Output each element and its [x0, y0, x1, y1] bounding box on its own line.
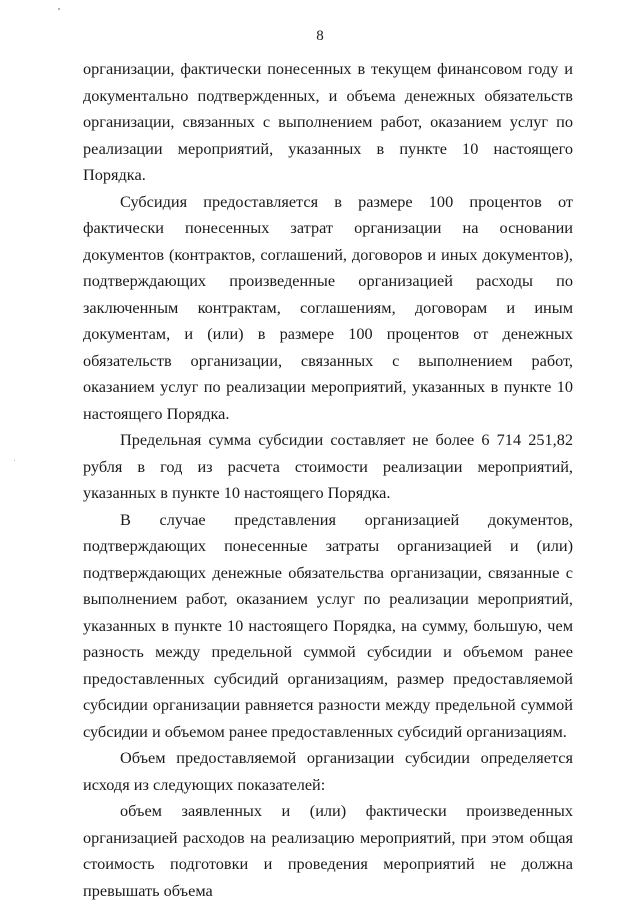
paragraph-excess-case: В случае представления организацией документов, подтверждающих понесенные затраты организацией и (или) подтверждающих денежные обязательства организации, связанные с выполнением работ, оказанием услуг по реализации мероприятий, указанных в пункте 10 настоящего Порядка, на сумму, большую, чем разность между предельной суммой субсидии и объемом ранее предоставленных субсидий организациям, размер предоставляемой субсидии организации равняется разности между предельной суммой субсидии и объемом ранее предоставленных субсидий организациям.: [83, 509, 573, 741]
paragraph-indicator-expenses: объем заявленных и (или) фактически произведенных организацией расходов на реализацию мероприятий, при этом общая стоимость подготовки и проведения мероприятий не должна превышать объема: [83, 801, 573, 900]
paragraph-subsidy-limit: Предельная сумма субсидии составляет не более 6 714 251,82 рубля в год из расчета стоимости реализации мероприятий, указанных в пункте 10 настоящего Порядка.: [83, 430, 573, 502]
paragraph-subsidy-amount: Субсидия предоставляется в размере 100 процентов от фактически понесенных затрат организации на основании документов (контрактов, соглашений, договоров и иных документов), подтверждающих произведенные организацией расходы по заключенным контрактам, соглашениям, договорам и иным документам, и (или) в размере 100 процентов от денежных обязательств организации, связанных с выполнением работ, оказанием услуг по реализации мероприятий, указанных в пункте 10 настоящего Порядка.: [83, 191, 573, 423]
paragraph-continuation: организации, фактически понесенных в текущем финансовом году и документально подтвержденных, и объема денежных обязательств организации, связанных с выполнением работ, оказанием услуг по реализации мероприятий, указанных в пункте 10 настоящего Порядка.: [83, 59, 573, 184]
scan-speck: [14, 460, 15, 461]
scan-speck: [58, 8, 60, 10]
document-body: [83, 56, 573, 904]
page-number: 8: [316, 28, 324, 44]
paragraph-indicators-intro: Объем предоставляемой организации субсидии определяется исходя из следующих показателей:: [83, 748, 573, 794]
